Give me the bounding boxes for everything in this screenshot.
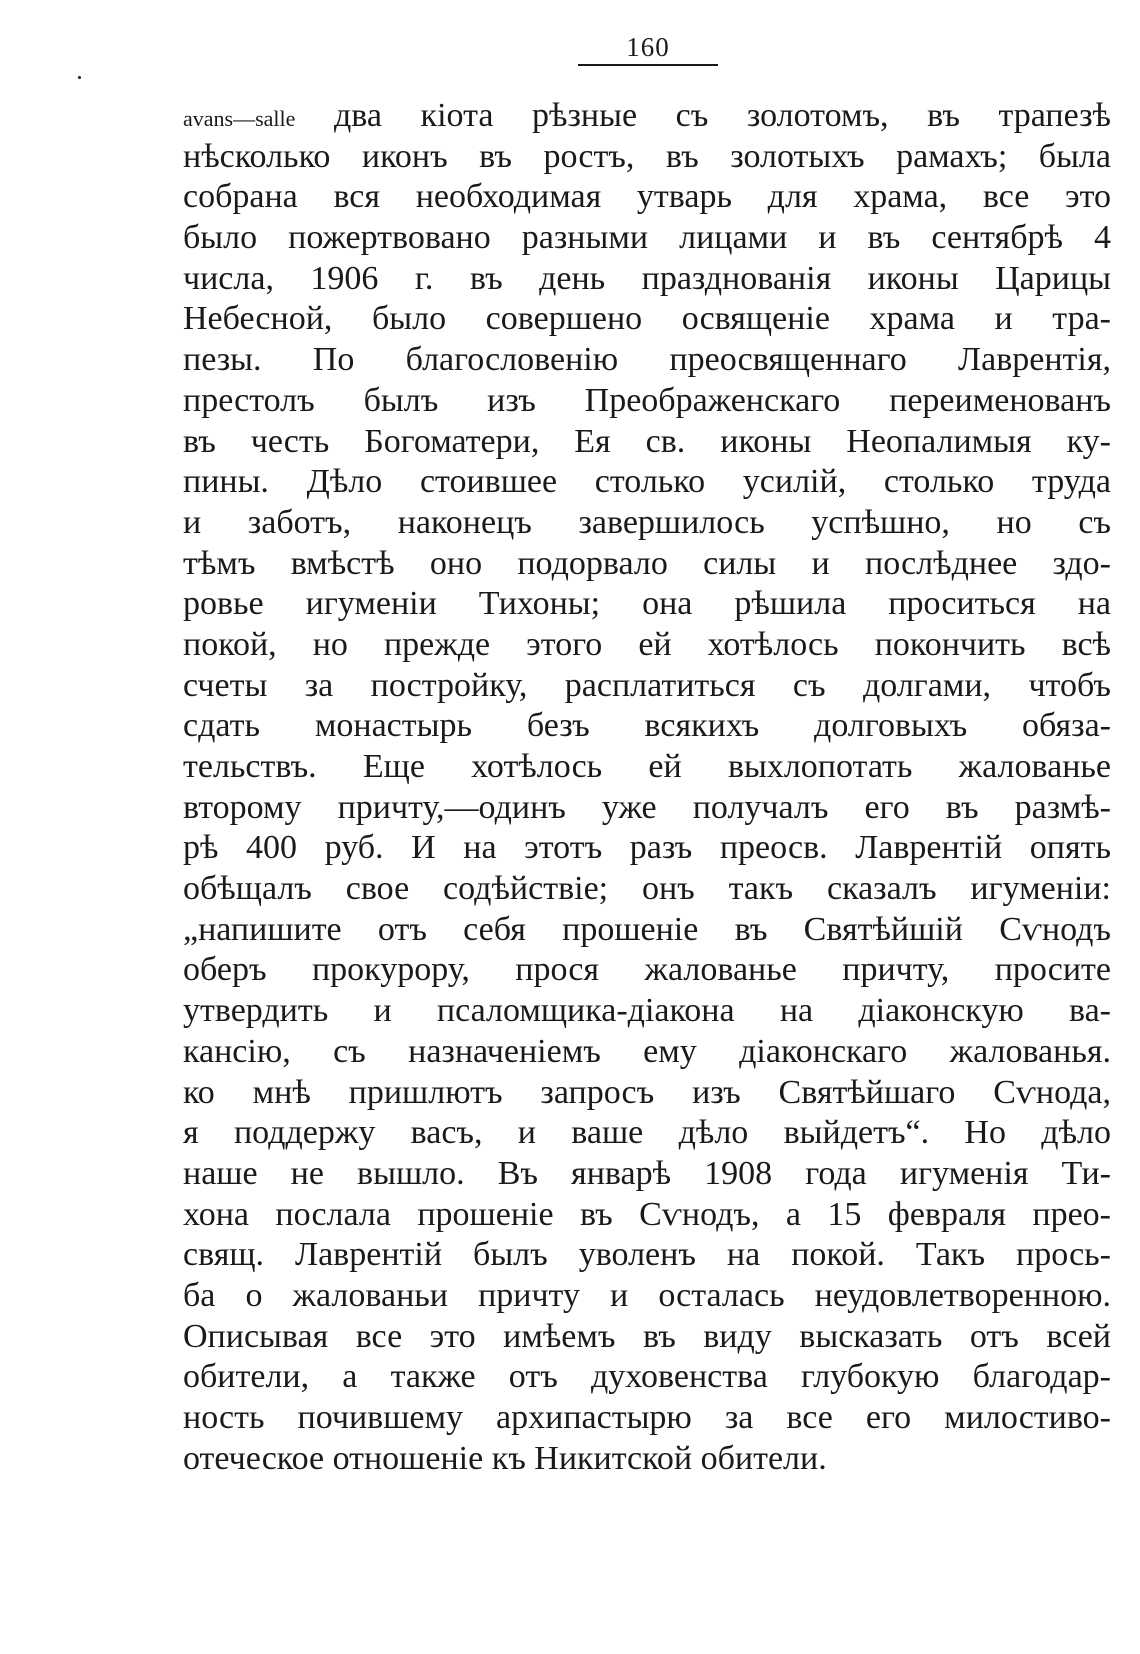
text-line: утвердить и псаломщика-діакона на діаконскую ва- — [183, 992, 1111, 1030]
text-line: въ честь Богоматери, Ея св. иконы Неопалимыя ку- — [183, 422, 1111, 460]
text-line: ность почившему архипастырю за все его милостиво- — [183, 1399, 1111, 1436]
text-line: кансію, съ назначеніемъ ему діаконскаго жалованья. — [183, 1032, 1111, 1070]
text-line: собрана вся необходимая утварь для храма, все это — [183, 178, 1111, 216]
text-line: счеты за постройку, расплатиться съ долгами, чтобъ — [183, 666, 1111, 704]
text-line: было пожертвовано разными лицами и въ сентябрѣ 4 — [183, 219, 1111, 257]
text-line: ко мнѣ пришлютъ запросъ изъ Святѣйшаго Сѵнода, — [183, 1073, 1111, 1111]
page-number: 160 — [626, 32, 670, 62]
text-line: пезы. По благословенію преосвященнаго Лаврентія, — [183, 341, 1111, 379]
text-line: обители, а также отъ духовенства глубокую благодар- — [183, 1358, 1111, 1396]
text-line: тѣмъ вмѣстѣ оно подорвало силы и послѣднее здо- — [183, 544, 1111, 582]
text-line-prefix: avans—salle — [183, 106, 296, 131]
text-line: рѣ 400 руб. И на этотъ разъ преосв. Лаврентій опять — [183, 829, 1111, 867]
stray-dot — [78, 76, 81, 79]
text-line: второму причту,—одинъ уже получалъ его въ размѣ- — [183, 788, 1111, 826]
text-line: и заботъ, наконецъ завершилось успѣшно, но съ — [183, 503, 1111, 541]
body-text — [183, 96, 1111, 1479]
text-line: ба о жалованьи причту и осталась неудовлетворенною. — [183, 1276, 1111, 1314]
text-line: престолъ былъ изъ Преображенскаго переименованъ — [183, 381, 1111, 419]
text-line: нѣсколько иконъ въ ростъ, въ золотыхъ рамахъ; была — [183, 137, 1111, 175]
text-line: оберъ прокурору, прося жалованье причту, просите — [183, 951, 1111, 989]
text-line: Описывая все это имѣемъ въ виду высказать отъ всей — [183, 1317, 1111, 1355]
text-line: сдать монастырь безъ всякихъ долговыхъ обяза- — [183, 707, 1111, 745]
text-line: тельствъ. Еще хотѣлось ей выхлопотать жалованье — [183, 748, 1111, 785]
text-line: „напишите отъ себя прошеніе въ Святѣйшій Сѵнодъ — [183, 910, 1111, 948]
text-line: ровье игуменіи Тихоны; она рѣшила проситься на — [183, 585, 1111, 623]
text-line: Небесной, было совершено освященіе храма и тра- — [183, 300, 1111, 338]
text-line: покой, но прежде этого ей хотѣлось покончить всѣ — [183, 625, 1111, 663]
text-line: я поддержу васъ, и ваше дѣло выйдетъ“. Но дѣло — [183, 1114, 1111, 1152]
text-line: хона послала прошеніе въ Сѵнодъ, а 15 февраля прео- — [183, 1195, 1111, 1233]
text-line: пины. Дѣло стоившее столько усилій, столько труда — [183, 463, 1111, 501]
text-line: наше не вышло. Въ январѣ 1908 года игуменія Ти- — [183, 1154, 1111, 1192]
text-line: свящ. Лаврентій былъ уволенъ на покой. Такъ прось- — [183, 1236, 1111, 1274]
text-line: обѣщалъ свое содѣйствіе; онъ такъ сказалъ игуменіи: — [183, 870, 1111, 908]
text-line-content: два кіота рѣзные съ золотомъ, въ трапезѣ — [295, 97, 1111, 134]
text-line: отеческое отношеніе къ Никитской обители. — [183, 1439, 827, 1477]
text-line — [183, 96, 1111, 137]
header-rule — [578, 64, 718, 66]
text-line: числа, 1906 г. въ день празднованія иконы Царицы — [183, 259, 1111, 297]
